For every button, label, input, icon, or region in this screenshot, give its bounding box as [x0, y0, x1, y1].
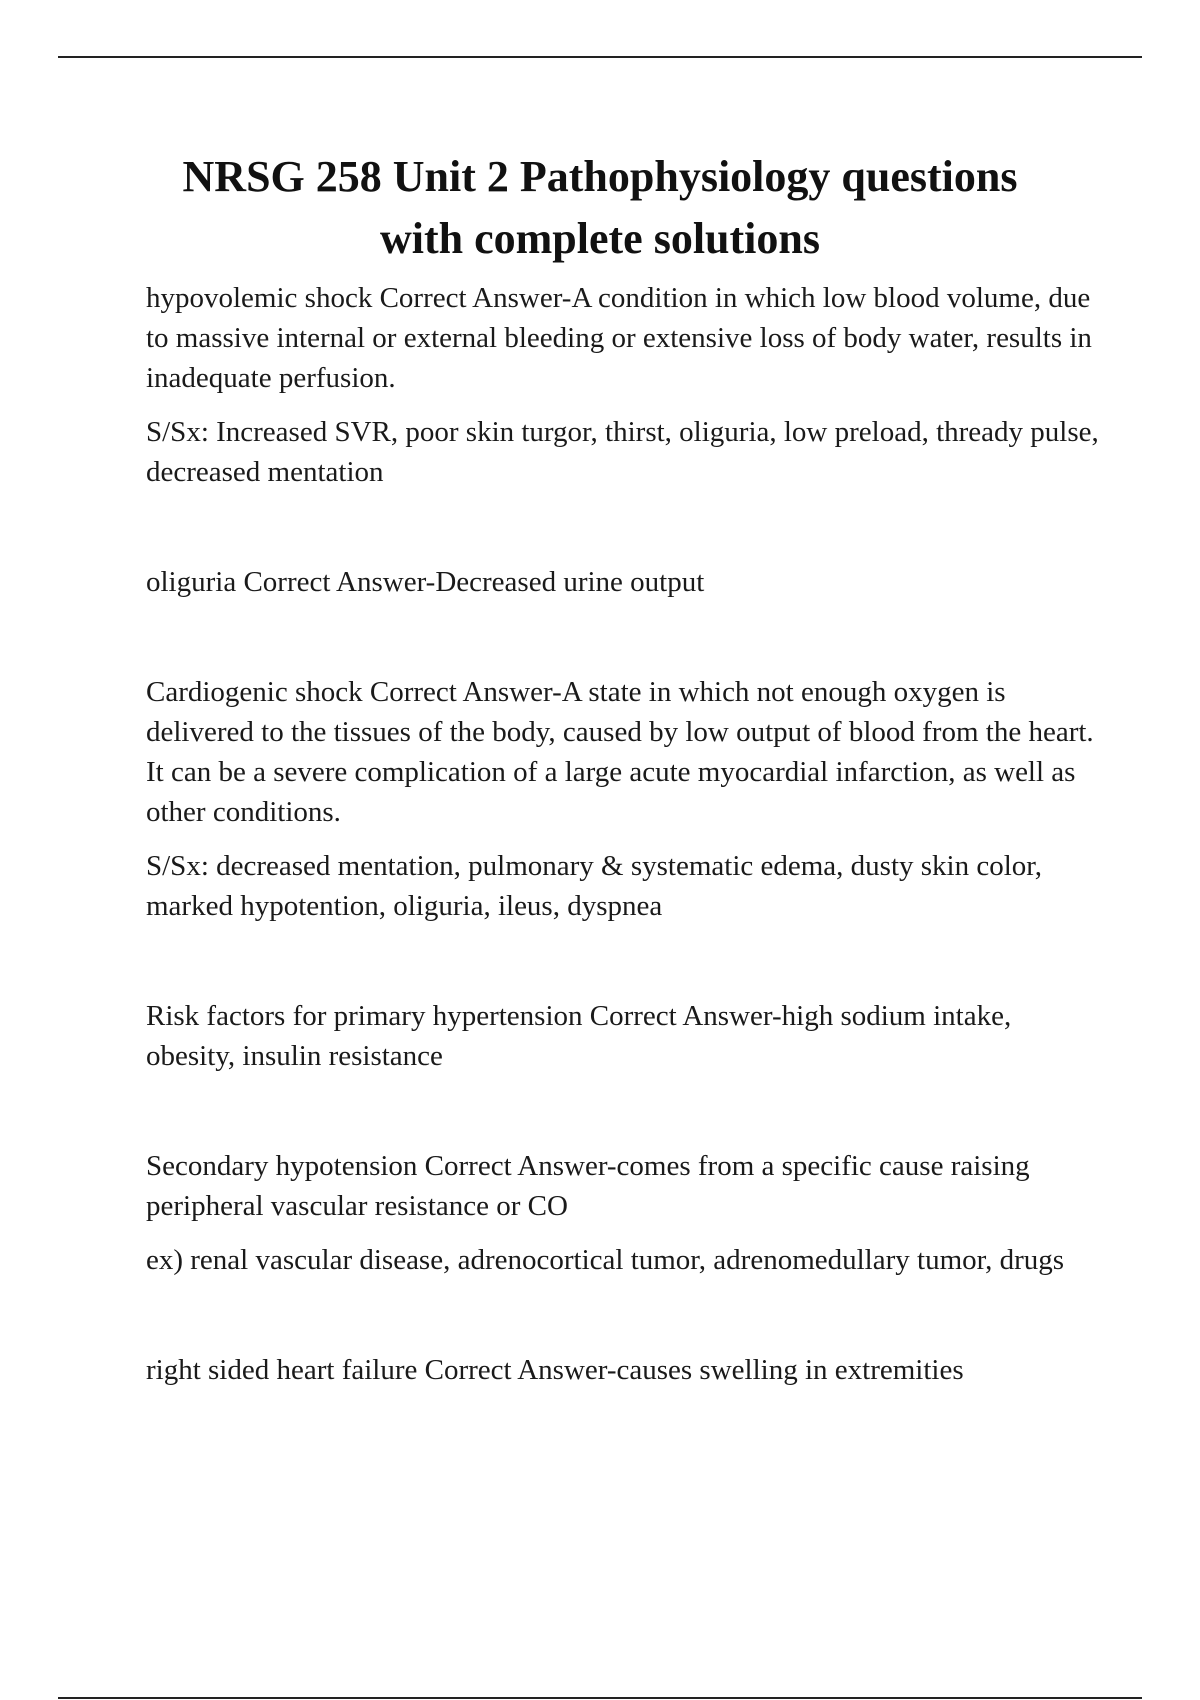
- qa-entry: [146, 278, 1101, 492]
- qa-entry: [146, 996, 1101, 1076]
- answer-text: Cardiogenic shock Correct Answer-A state in which not enough oxygen is delivered to the tissues of the body, caused by low output of blood from the heart. It can be a severe complication of a large acute myocardial infarction, as well as other conditions.: [146, 676, 1094, 828]
- bottom-rule: [58, 1697, 1142, 1699]
- qa-entry: [146, 672, 1101, 926]
- top-rule: [58, 56, 1142, 58]
- answer-text: oliguria Correct Answer-Decreased urine output: [146, 566, 705, 598]
- examples-text: ex) renal vascular disease, adrenocortical tumor, adrenomedullary tumor, drugs: [146, 1244, 1065, 1276]
- qa-entry: [146, 562, 1101, 602]
- signs-symptoms-text: S/Sx: Increased SVR, poor skin turgor, thirst, oliguria, low preload, thready pulse, decreased mentation: [146, 416, 1099, 488]
- answer-text: right sided heart failure Correct Answer-causes swelling in extremities: [146, 1354, 964, 1386]
- page-title: NRSG 258 Unit 2 Pathophysiology questions with complete solutions: [182, 152, 1018, 263]
- answer-text: hypovolemic shock Correct Answer-A condition in which low blood volume, due to massive internal or external bleeding or extensive loss of body water, results in inadequate perfusion.: [146, 282, 1092, 394]
- answer-text: Secondary hypotension Correct Answer-comes from a specific cause raising peripheral vascular resistance or CO: [146, 1150, 1030, 1222]
- signs-symptoms-text: S/Sx: decreased mentation, pulmonary & systematic edema, dusty skin color, marked hypotention, oliguria, ileus, dyspnea: [146, 850, 1043, 922]
- qa-entry: [146, 1350, 1101, 1390]
- qa-entry: [146, 1146, 1101, 1280]
- document-body: [146, 278, 1101, 1460]
- answer-text: Risk factors for primary hypertension Correct Answer-high sodium intake, obesity, insulin resistance: [146, 1000, 1012, 1072]
